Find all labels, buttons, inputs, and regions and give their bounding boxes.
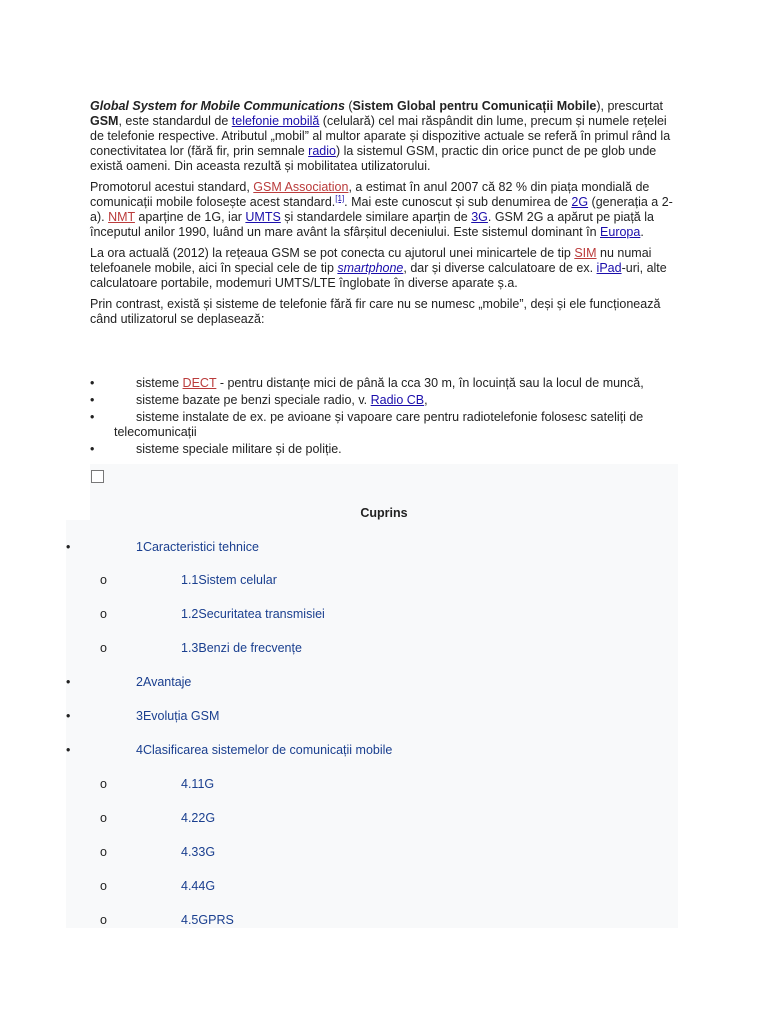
link-sim[interactable]: SIM: [574, 246, 597, 260]
intro-paragraph-3: La ora actuală (2012) la rețeaua GSM se pot conecta cu ajutorul unei minicartele de tip SIM nu numai telefoanele mobile, aici în special cele de tip smartphone, dar și diverse calculatoare de ex. iPad-uri, alte calculatoare portabile, modemuri UMTS/LTE înglobate în diverse aparate ș.a.: [90, 246, 667, 290]
link-3g[interactable]: 3G: [471, 210, 488, 224]
link-radio[interactable]: radio: [308, 144, 336, 158]
link-nmt[interactable]: NMT: [108, 210, 135, 224]
article-intro: [90, 99, 680, 333]
bullet-icon: •: [66, 675, 71, 689]
intro-paragraph-1: Global System for Mobile Communications (Sistem Global pentru Comunicații Mobile), prescurtat GSM, este standardul de telefonie mobilă (celulară) cel mai răspândit din lume, precum și numele rețelei de telefonie respective. Atributul „mobil” al multor aparate și dispozitive actuale se referă în primul rând la conectivitatea lor (fără fir, prin semnale radio) la sistemul GSM, practic din orice punct de pe glob unde există oameni. Din aceasta rezultă și mobilitatea utilizatorului.: [90, 99, 671, 173]
toc-item-1-1[interactable]: o 1.1Sistem celular: [100, 573, 277, 587]
toc-background: [66, 520, 678, 928]
sub-bullet-icon: o: [100, 607, 107, 621]
link-radio-cb[interactable]: Radio CB: [370, 393, 425, 407]
sub-bullet-icon: o: [100, 845, 107, 859]
toc-item-4[interactable]: • 4Clasificarea sistemelor de comunicații mobile: [66, 743, 393, 757]
link-smartphone[interactable]: smartphone: [337, 261, 404, 275]
wireless-systems-list: [90, 376, 680, 459]
intro-paragraph-4: Prin contrast, există și sisteme de telefonie fără fir care nu se numesc „mobile”, deși și ele funcționează când utilizatorul se deplasează:: [90, 297, 661, 326]
sub-bullet-icon: o: [100, 777, 107, 791]
gsm-abbrev: GSM: [90, 114, 119, 128]
toc-item-3[interactable]: • 3Evoluția GSM: [66, 709, 220, 723]
toc-item-4-4[interactable]: o 4.44G: [100, 879, 216, 893]
term-title-ro: Sistem Global pentru Comunicații Mobile: [352, 99, 597, 113]
list-item: • sisteme speciale militare și de poliție.: [90, 442, 342, 456]
toc-item-4-3[interactable]: o 4.33G: [100, 845, 216, 859]
term-title: Global System for Mobile Communications: [90, 99, 345, 113]
bullet-icon: •: [90, 410, 95, 424]
link-ipad[interactable]: iPad: [596, 261, 622, 275]
toc-title: Cuprins: [360, 506, 408, 520]
link-dect[interactable]: DECT: [182, 376, 217, 390]
sub-bullet-icon: o: [100, 879, 107, 893]
sub-bullet-icon: o: [100, 573, 107, 587]
bullet-icon: •: [90, 393, 95, 407]
toc-item-2[interactable]: • 2Avantaje: [66, 675, 192, 689]
citation-1[interactable]: [1]: [335, 193, 345, 203]
toc-item-4-2[interactable]: o 4.22G: [100, 811, 216, 825]
toc-item-1-2[interactable]: o 1.2Securitatea transmisiei: [100, 607, 325, 621]
toc-toggle-checkbox[interactable]: [91, 470, 104, 483]
sub-bullet-icon: o: [100, 641, 107, 655]
sub-bullet-icon: o: [100, 811, 107, 825]
bullet-icon: •: [66, 743, 71, 757]
toc-item-4-1[interactable]: o 4.11G: [100, 777, 215, 791]
link-umts[interactable]: UMTS: [245, 210, 281, 224]
intro-paragraph-2: Promotorul acestui standard, GSM Association, a estimat în anul 2007 că 82 % din piața mondială de comunicații mobile folosește acest standard.[1]. Mai este cunoscut și sub denumirea de 2G (generația a 2-a). NMT aparține de 1G, iar UMTS și standardele similare aparțin de 3G. GSM 2G a apărut pe piață la începutul anilor 1990, luând un mare avânt la sfârșitul deceniului. Este sistemul dominant în Europa.: [90, 180, 673, 239]
link-2g[interactable]: 2G: [571, 195, 589, 209]
sub-bullet-icon: o: [100, 913, 107, 927]
link-europa[interactable]: Europa: [600, 225, 641, 239]
toc-item-1-3[interactable]: o 1.3Benzi de frecvențe: [100, 641, 302, 655]
link-gsm-association[interactable]: GSM Association: [253, 180, 349, 194]
bullet-icon: •: [66, 709, 71, 723]
bullet-icon: •: [66, 540, 71, 554]
bullet-icon: •: [90, 376, 95, 390]
toc-item-1[interactable]: • 1Caracteristici tehnice: [66, 540, 259, 554]
toc-item-4-5[interactable]: o 4.5GPRS: [100, 913, 234, 927]
list-item: • sisteme instalate de ex. pe avioane și vapoare care pentru radiotelefonie folosesc sateliți de telecomunicații: [90, 410, 644, 439]
bullet-icon: •: [90, 442, 95, 456]
list-item: • sisteme bazate pe benzi speciale radio, v. Radio CB,: [90, 393, 428, 407]
link-telefonie-mobila[interactable]: telefonie mobilă: [231, 114, 320, 128]
list-item: • sisteme DECT - pentru distanțe mici de până la cca 30 m, în locuință sau la locul de muncă,: [90, 376, 644, 390]
